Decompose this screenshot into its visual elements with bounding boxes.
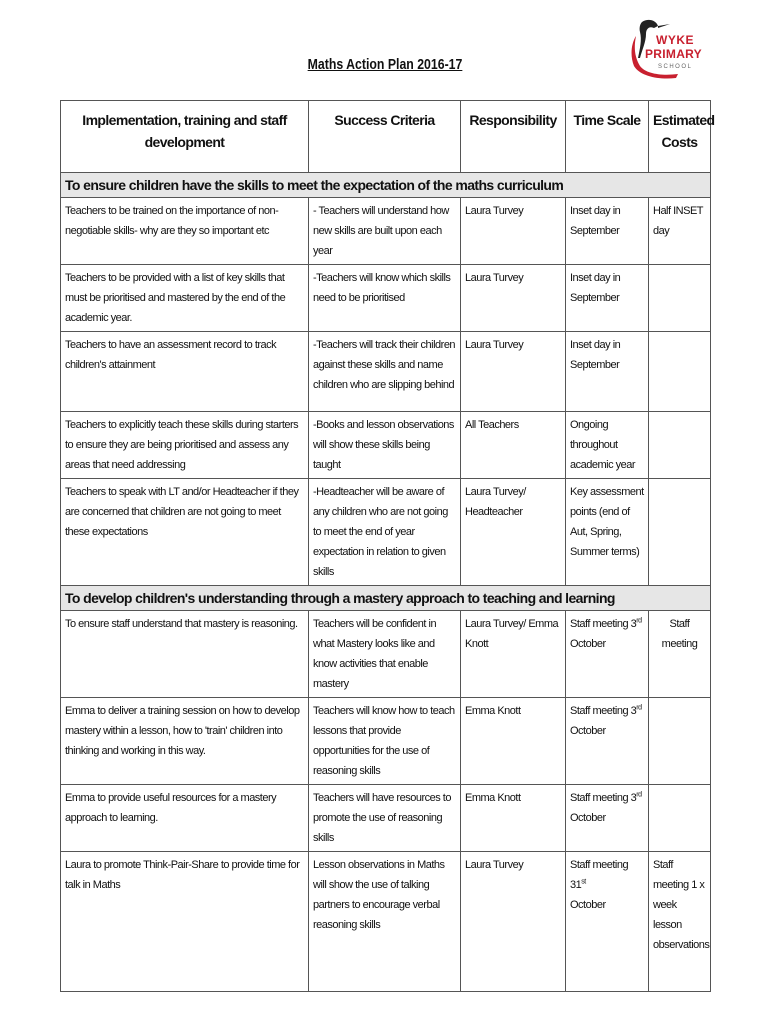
time-scale-cell bbox=[566, 698, 649, 785]
success-cell: -Teachers will track their children against these skills and name children who are slipping behind bbox=[309, 332, 461, 412]
responsibility-cell: Laura Turvey bbox=[461, 332, 566, 412]
time-scale-cell bbox=[566, 611, 649, 698]
header-success-criteria: Success Criteria bbox=[309, 101, 461, 173]
cost-cell: Half INSET day bbox=[649, 198, 711, 265]
time-scale-month: October bbox=[570, 638, 606, 650]
implementation-cell: Teachers to be provided with a list of key skills that must be prioritised and mastered by the end of the academic year. bbox=[61, 265, 309, 332]
time-scale-text: Staff meeting 3 bbox=[570, 618, 637, 630]
cost-cell: Staff meeting bbox=[649, 611, 711, 698]
date-suffix: rd bbox=[636, 704, 642, 712]
implementation-cell: Laura to promote Think-Pair-Share to provide time for talk in Maths bbox=[61, 852, 309, 992]
implementation-cell: To ensure staff understand that mastery is reasoning. bbox=[61, 611, 309, 698]
implementation-cell: Emma to deliver a training session on how to develop mastery within a lesson, how to 'train' children into thinking and working in this way. bbox=[61, 698, 309, 785]
table-row bbox=[61, 479, 711, 586]
responsibility-cell: Laura Turvey bbox=[461, 265, 566, 332]
page-title: Maths Action Plan 2016-17 bbox=[307, 56, 463, 73]
responsibility-cell: All Teachers bbox=[461, 412, 566, 479]
implementation-cell: Teachers to explicitly teach these skills during starters to ensure they are being prioritised and assess any areas that need addressing bbox=[61, 412, 309, 479]
time-scale-cell: Ongoing throughout academic year bbox=[566, 412, 649, 479]
date-suffix: rd bbox=[636, 617, 642, 625]
header-row bbox=[61, 101, 711, 173]
time-scale-cell bbox=[566, 785, 649, 852]
time-scale-text: Staff meeting 3 bbox=[570, 705, 637, 717]
implementation-cell: Emma to provide useful resources for a mastery approach to learning. bbox=[61, 785, 309, 852]
implementation-cell: Teachers to speak with LT and/or Headteacher if they are concerned that children are not going to meet these expectations bbox=[61, 479, 309, 586]
responsibility-cell: Laura Turvey/ Headteacher bbox=[461, 479, 566, 586]
responsibility-cell: Laura Turvey bbox=[461, 198, 566, 265]
action-plan-table bbox=[60, 100, 715, 992]
logo-text-line1: WYKE bbox=[656, 33, 694, 47]
section-heading-row bbox=[61, 173, 711, 198]
logo-text-line2: PRIMARY bbox=[645, 47, 702, 61]
time-scale-month: October bbox=[570, 899, 606, 911]
success-cell: -Books and lesson observations will show these skills being taught bbox=[309, 412, 461, 479]
implementation-cell: Teachers to be trained on the importance of non-negotiable skills- why are they so important etc bbox=[61, 198, 309, 265]
table-row bbox=[61, 698, 711, 785]
success-cell: Teachers will be confident in what Mastery looks like and know activities that enable mastery bbox=[309, 611, 461, 698]
table-row bbox=[61, 412, 711, 479]
header-time-scale: Time Scale bbox=[566, 101, 649, 173]
implementation-cell: Teachers to have an assessment record to track children's attainment bbox=[61, 332, 309, 412]
time-scale-month: October bbox=[570, 812, 606, 824]
success-cell: - Teachers will understand how new skills are built upon each year bbox=[309, 198, 461, 265]
time-scale-cell: Inset day in September bbox=[566, 265, 649, 332]
section-heading: To ensure children have the skills to meet the expectation of the maths curriculum bbox=[61, 173, 711, 198]
responsibility-cell: Emma Knott bbox=[461, 698, 566, 785]
cost-cell bbox=[649, 412, 711, 479]
time-scale-cell: Inset day in September bbox=[566, 332, 649, 412]
header-implementation: Implementation, training and staff development bbox=[61, 101, 309, 173]
time-scale-month: October bbox=[570, 725, 606, 737]
time-scale-text: Staff meeting 3 bbox=[570, 792, 637, 804]
success-cell: -Headteacher will be aware of any children who are not going to meet the end of year expectation in relation to given skills bbox=[309, 479, 461, 586]
section-heading: To develop children's understanding through a mastery approach to teaching and learning bbox=[61, 586, 711, 611]
time-scale-text: Staff meeting 31 bbox=[570, 859, 629, 891]
date-suffix: st bbox=[581, 878, 586, 886]
table-row bbox=[61, 198, 711, 265]
success-cell: -Teachers will know which skills need to be prioritised bbox=[309, 265, 461, 332]
section-heading-row bbox=[61, 586, 711, 611]
time-scale-cell: Inset day in September bbox=[566, 198, 649, 265]
cost-cell bbox=[649, 265, 711, 332]
time-scale-cell: Key assessment points (end of Aut, Spring, Summer terms) bbox=[566, 479, 649, 586]
date-suffix: rd bbox=[636, 791, 642, 799]
time-scale-cell bbox=[566, 852, 649, 992]
responsibility-cell: Laura Turvey/ Emma Knott bbox=[461, 611, 566, 698]
logo-text-line3: SCHOOL bbox=[658, 64, 693, 70]
responsibility-cell: Emma Knott bbox=[461, 785, 566, 852]
success-cell: Teachers will have resources to promote the use of reasoning skills bbox=[309, 785, 461, 852]
table-row bbox=[61, 332, 711, 412]
success-cell: Teachers will know how to teach lessons that provide opportunities for the use of reasoning skills bbox=[309, 698, 461, 785]
table-row bbox=[61, 852, 711, 992]
table-row bbox=[61, 785, 711, 852]
cost-cell bbox=[649, 785, 711, 852]
header-estimated-costs: Estimated Costs bbox=[649, 101, 711, 173]
success-cell: Lesson observations in Maths will show the use of talking partners to encourage verbal reasoning skills bbox=[309, 852, 461, 992]
responsibility-cell: Laura Turvey bbox=[461, 852, 566, 992]
table-row bbox=[61, 265, 711, 332]
table-row bbox=[61, 611, 711, 698]
cost-cell bbox=[649, 698, 711, 785]
header-responsibility: Responsibility bbox=[461, 101, 566, 173]
cost-cell bbox=[649, 479, 711, 586]
cost-cell bbox=[649, 332, 711, 412]
cost-cell: Staff meeting 1 x week lesson observations bbox=[649, 852, 711, 992]
